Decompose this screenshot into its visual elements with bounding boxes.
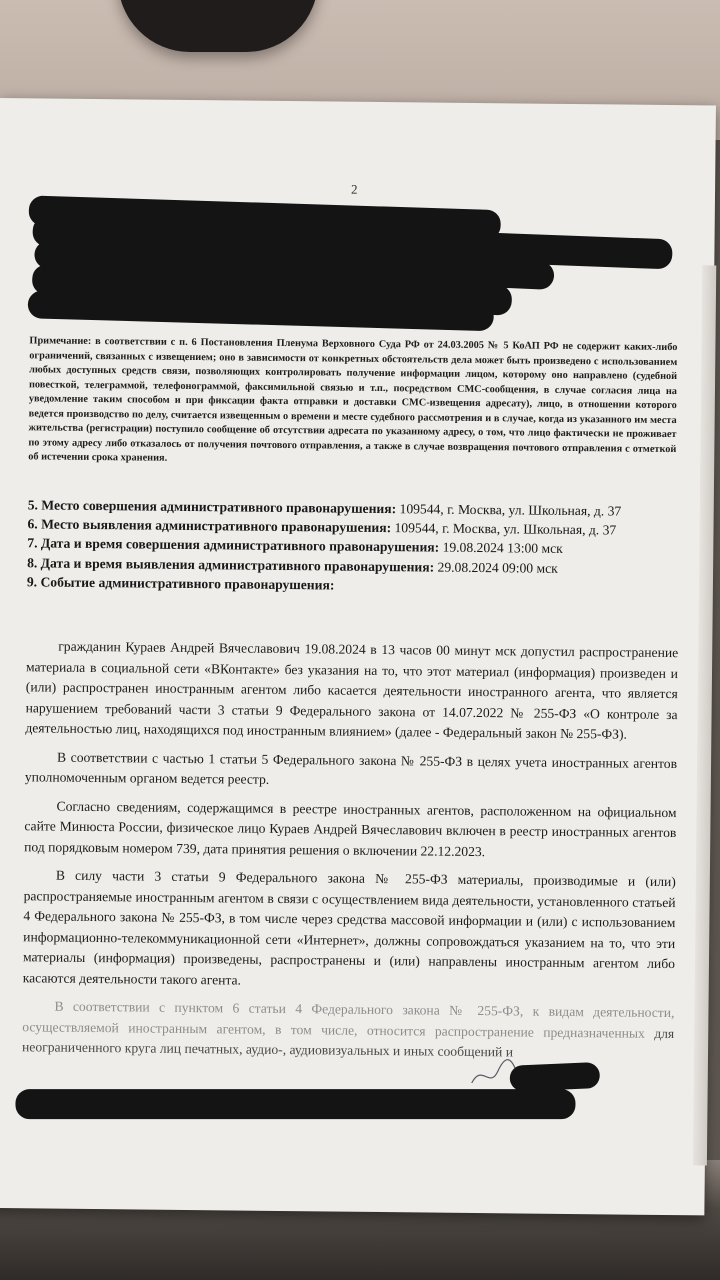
redaction-mark xyxy=(509,1062,600,1092)
sections-list xyxy=(27,495,678,598)
page-number: 2 xyxy=(350,181,358,197)
document-page xyxy=(0,98,716,1215)
paragraph-activity-types: В соответствии с пунктом 6 статьи 4 Федерального закона № 255-ФЗ, к видам деятельности, осуществляемой иностранным агентом, в том числе, относится распространение предназначенных для неограниченного круга лиц печатных, аудио-, аудиовизуальных и иных сообщений и xyxy=(21,998,675,1060)
note-text: в соответствии с п. 6 Постановления Пленума Верховного Суда РФ от 24.03.2005 № 5 КоАП РФ не содержит каких-либо ограничений, связанных с извещением; оно в зависимости от конкретных обстоятельств дела может быть произведено с использованием любых доступных средств связи, позволяющих контролировать получение информации лицом, которому оно направлено (судебной повесткой, телеграммой, телефонограммой, факсимильной связью и т.п., посредством СМС-сообщения, в случае согласия лица на уведомление таким способом и при фиксации факта отправки и доставки СМС-извещения адресату), лицо, в отношении которого ведется производство по делу, считается извещенным о времени и месте судебного рассмотрения и в случае, когда из указанного им места жительства (регистрации) поступило сообщение об отсутствии адресата по указанному адресу, о том, что лицо фактически не проживает по этому адресу либо отказалось от получения почтового отправления, а также в случае возвращения почтового отправления с отметкой об истечении срока хранения. xyxy=(28,336,678,464)
note-label: Примечание: xyxy=(29,335,92,347)
redaction-mark xyxy=(15,1089,575,1119)
paragraph-minjust: Согласно сведениям, содержащимся в реестре иностранных агентов, расположенном на официальном сайте Минюста России, физическое лицо Кураев Андрей Вячеславович включен в реестр иностранных агентов под порядковым номером 739, дата принятия решения о включении 22.12.2023. xyxy=(24,798,677,859)
section-6: 6. Место выявления административного правонарушения: 109544, г. Москва, ул. Школьная, д. 37 xyxy=(27,516,617,538)
section-9: 9. Событие административного правонарушения: xyxy=(26,574,335,593)
paragraph-requirement: В силу части 3 статьи 9 Федерального закона № 255-ФЗ материалы, производимые и (или) распространяемые иностранным агентом в связи с осуществлением вида деятельности, установленного статьей 4 Федерального закона № 255-ФЗ, в том числе через средства массовой информации и (или) с использованием информационно-телекоммуникационной сети «Интернет», должны сопровождаться указанием на то, что эти материалы (информация) произведены, распространены и (или) направлены иностранным агентом либо касаются деятельности такого агента. xyxy=(22,867,676,988)
note-block xyxy=(28,334,677,471)
paragraph-registry: В соответствии с частью 1 статьи 5 Федерального закона № 255-ФЗ в целях учета иностранных агентов уполномоченным органом ведется реестр. xyxy=(24,749,678,787)
section-5: 5. Место совершения административного правонарушения: 109544, г. Москва, ул. Школьная, д. 37 xyxy=(27,497,622,519)
paragraph-violation: гражданин Кураев Андрей Вячеславович 19.08.2024 в 13 часов 00 минут мск допустил распространение материала в социальной сети «ВКонтакте» без указания на то, что этот материал (информация) произведен и (или) распространен иностранным агентом либо касается деятельности иностранного агента, что является нарушением требований части 3 статьи 9 Федерального закона от 14.07.2022 № 255-ФЗ «О контроле за деятельностью лиц, находящихся под иностранным влиянием» (далее - Федеральный закон № 255-ФЗ). xyxy=(25,638,679,742)
paper-edge xyxy=(693,265,716,1165)
event-description xyxy=(22,636,678,1064)
section-7: 7. Дата и время совершения административного правонарушения: 19.08.2024 13:00 мск xyxy=(27,535,563,557)
section-8: 8. Дата и время выявления административного правонарушения: 29.08.2024 09:00 мск xyxy=(27,554,558,576)
